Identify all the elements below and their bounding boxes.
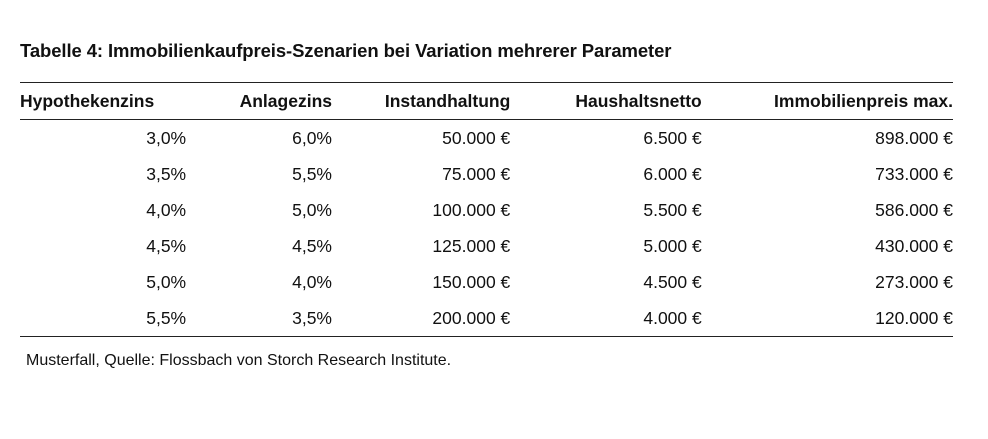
- cell-anlagezins: 4,5%: [292, 235, 332, 256]
- header-haushaltsnetto: Haushaltsnetto: [575, 90, 702, 111]
- cell-haushaltsnetto: 4.500 €: [643, 271, 702, 292]
- table-row: [20, 300, 953, 337]
- table-title: Tabelle 4: Immobilienkaufpreis-Szenarien bei Variation mehrerer Parameter: [20, 40, 672, 61]
- table-body: [20, 120, 953, 337]
- cell-anlagezins: 5,5%: [292, 163, 332, 184]
- scenario-table: [20, 82, 953, 337]
- cell-haushaltsnetto: 5.000 €: [643, 235, 702, 256]
- cell-instandhaltung: 200.000 €: [432, 307, 511, 328]
- table-row: [20, 228, 953, 264]
- table-row: [20, 264, 953, 300]
- cell-haushaltsnetto: 6.500 €: [643, 127, 702, 148]
- cell-immobilienpreis-max: 273.000 €: [875, 271, 953, 292]
- cell-anlagezins: 3,5%: [292, 307, 332, 328]
- cell-anlagezins: 6,0%: [292, 127, 332, 148]
- cell-immobilienpreis-max: 586.000 €: [875, 199, 953, 220]
- cell-anlagezins: 4,0%: [292, 271, 332, 292]
- source-note: Musterfall, Quelle: Flossbach von Storch Research Institute.: [26, 352, 452, 369]
- table-header: [20, 83, 953, 120]
- cell-haushaltsnetto: 6.000 €: [643, 163, 702, 184]
- table-row: [20, 156, 953, 192]
- header-immobilienpreis-max: Immobilienpreis max.: [774, 90, 953, 111]
- cell-instandhaltung: 125.000 €: [432, 235, 511, 256]
- cell-anlagezins: 5,0%: [292, 199, 332, 220]
- cell-haushaltsnetto: 5.500 €: [643, 199, 702, 220]
- table-row: [20, 192, 953, 228]
- cell-instandhaltung: 50.000 €: [442, 127, 511, 148]
- cell-hypothekenzins: 4,5%: [146, 235, 187, 256]
- cell-hypothekenzins: 3,5%: [146, 163, 187, 184]
- cell-instandhaltung: 75.000 €: [442, 163, 511, 184]
- header-instandhaltung: Instandhaltung: [384, 90, 511, 111]
- header-hypothekenzins: Hypothekenzins: [20, 90, 155, 111]
- header-anlagezins: Anlagezins: [239, 90, 332, 111]
- cell-hypothekenzins: 4,0%: [146, 199, 187, 220]
- cell-haushaltsnetto: 4.000 €: [643, 307, 702, 328]
- cell-instandhaltung: 100.000 €: [432, 199, 511, 220]
- cell-immobilienpreis-max: 898.000 €: [875, 127, 953, 148]
- cell-hypothekenzins: 5,0%: [146, 271, 187, 292]
- header-row: [20, 83, 953, 120]
- cell-hypothekenzins: 3,0%: [146, 127, 187, 148]
- cell-immobilienpreis-max: 120.000 €: [875, 307, 953, 328]
- cell-instandhaltung: 150.000 €: [432, 271, 511, 292]
- cell-immobilienpreis-max: 430.000 €: [875, 235, 953, 256]
- cell-immobilienpreis-max: 733.000 €: [875, 163, 953, 184]
- cell-hypothekenzins: 5,5%: [146, 307, 187, 328]
- table-row: [20, 120, 953, 157]
